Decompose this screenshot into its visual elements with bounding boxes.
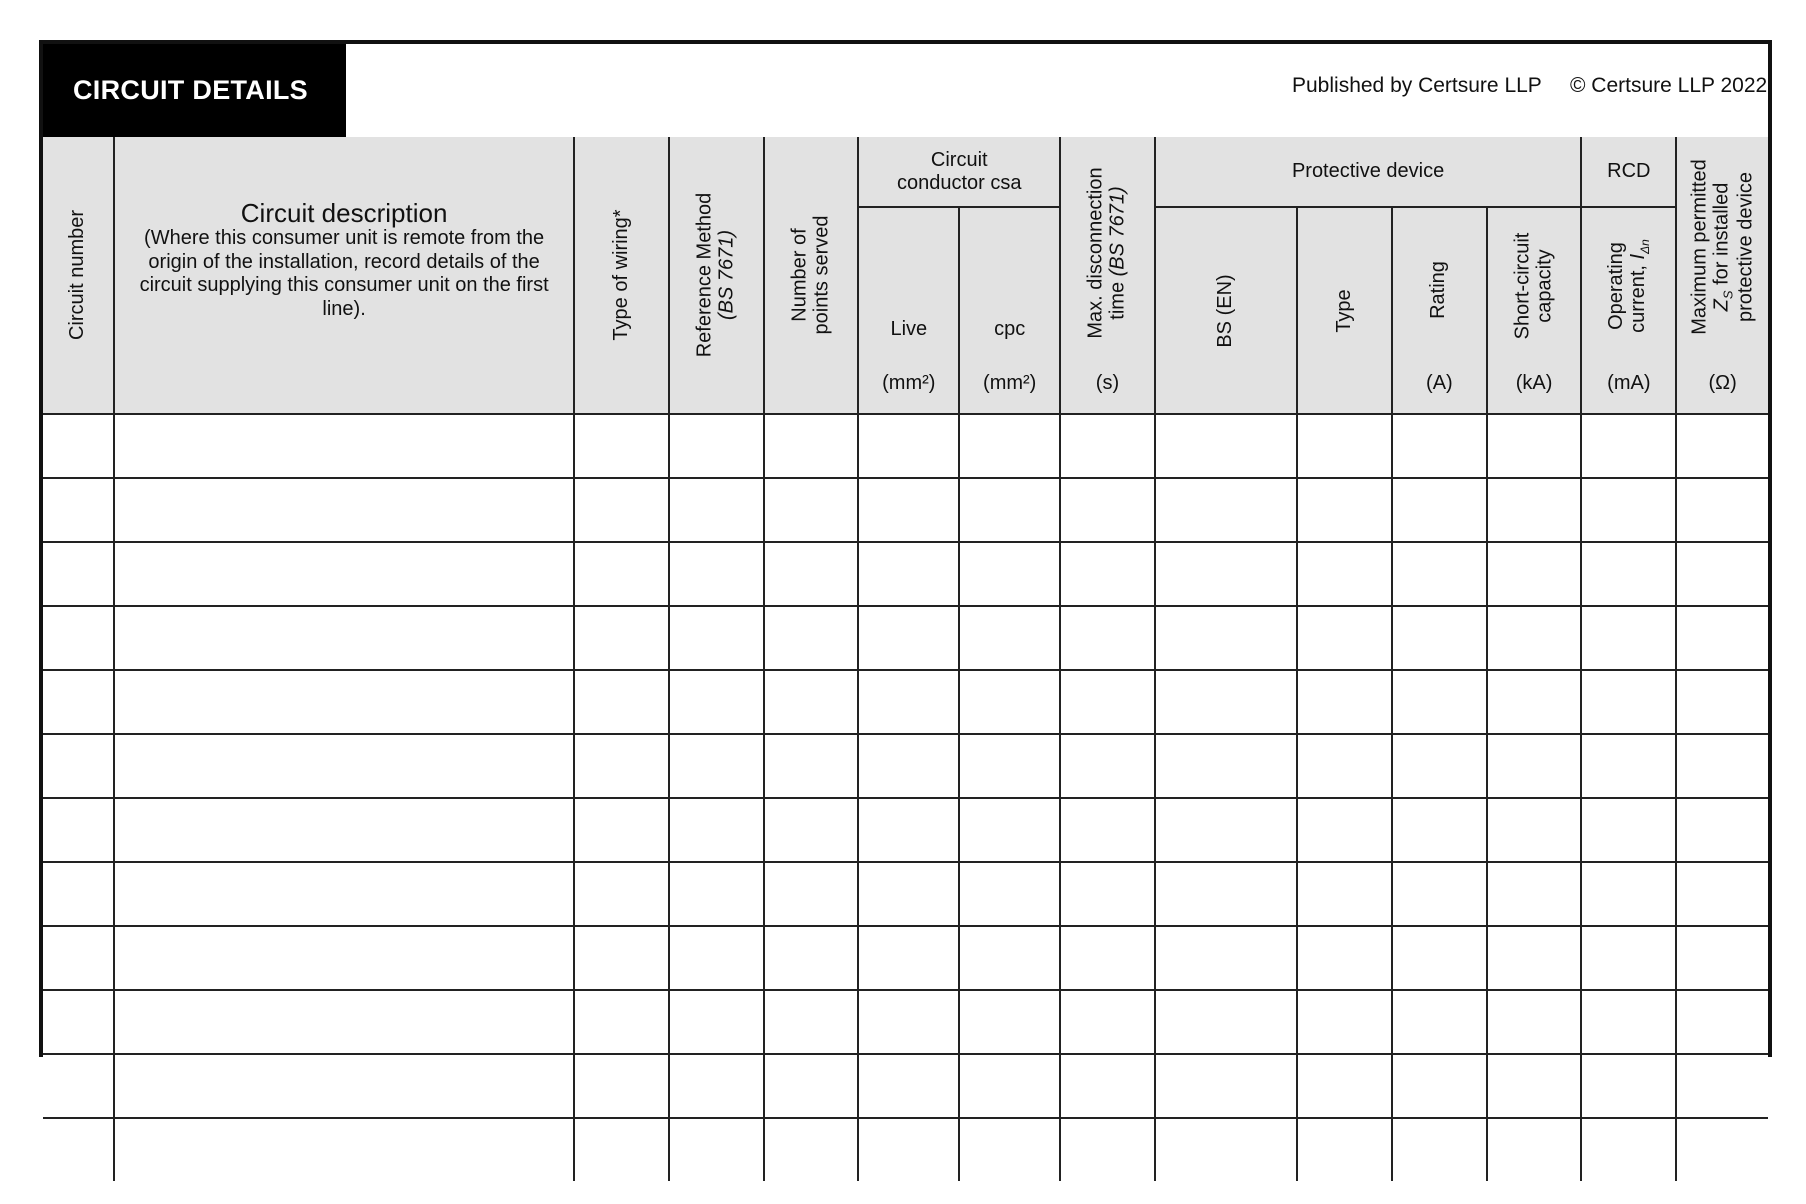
circuit-table (43, 137, 1768, 1181)
cell-max-zs[interactable] (1676, 734, 1768, 798)
cell-live-csa[interactable] (858, 542, 959, 606)
cell-circuit-description[interactable] (114, 862, 575, 926)
cell-rating[interactable] (1392, 862, 1487, 926)
header-conductor-csa: Circuit conductor csa (858, 137, 1060, 207)
header-max-zs: Maximum permitted $Z_S$ for installed protective device (Ω) (1676, 137, 1768, 414)
cell-max-disconnection[interactable] (1060, 1054, 1155, 1118)
cell-bs-en[interactable] (1155, 734, 1298, 798)
cell-rating[interactable] (1392, 1054, 1487, 1118)
cell-circuit-description[interactable] (114, 478, 575, 542)
cell-max-zs[interactable] (1676, 542, 1768, 606)
cell-reference-method[interactable] (669, 606, 764, 670)
cell-bs-en[interactable] (1155, 414, 1298, 478)
cell-type-of-wiring[interactable] (574, 1118, 669, 1181)
header-type-of-wiring: Type of wiring* (574, 137, 669, 414)
cell-points-served[interactable] (764, 606, 859, 670)
cell-points-served[interactable] (764, 862, 859, 926)
table-row (43, 670, 1768, 734)
description-title: Circuit description (240, 197, 448, 228)
cell-type-of-wiring[interactable] (574, 414, 669, 478)
cell-max-zs[interactable] (1676, 478, 1768, 542)
cell-circuit-number[interactable] (43, 478, 114, 542)
cell-max-disconnection[interactable] (1060, 862, 1155, 926)
header-live: Live (mm²) (858, 207, 959, 414)
cell-live-csa[interactable] (858, 670, 959, 734)
cell-short-circuit[interactable] (1487, 670, 1582, 734)
cell-short-circuit[interactable] (1487, 926, 1582, 990)
header-protective-device: Protective device (1155, 137, 1582, 207)
cell-max-zs[interactable] (1676, 990, 1768, 1054)
header-rcd: RCD (1581, 137, 1676, 207)
cell-rcd-operating[interactable] (1581, 1054, 1676, 1118)
cell-device-type[interactable] (1297, 1118, 1392, 1181)
cell-type-of-wiring[interactable] (574, 606, 669, 670)
cell-rating[interactable] (1392, 798, 1487, 862)
cell-circuit-description[interactable] (114, 734, 575, 798)
cell-circuit-number[interactable] (43, 1054, 114, 1118)
header-type: Type (1297, 207, 1392, 414)
cell-circuit-number[interactable] (43, 734, 114, 798)
cell-live-csa[interactable] (858, 606, 959, 670)
cell-type-of-wiring[interactable] (574, 862, 669, 926)
cell-max-disconnection[interactable] (1060, 606, 1155, 670)
cell-circuit-number[interactable] (43, 606, 114, 670)
cell-rating[interactable] (1392, 990, 1487, 1054)
cell-circuit-number[interactable] (43, 1118, 114, 1181)
cell-short-circuit[interactable] (1487, 990, 1582, 1054)
table-row (43, 606, 1768, 670)
cell-rcd-operating[interactable] (1581, 798, 1676, 862)
cell-circuit-description[interactable] (114, 990, 575, 1054)
cell-cpc-csa[interactable] (959, 478, 1060, 542)
cell-cpc-csa[interactable] (959, 862, 1060, 926)
publisher-text: Published by Certsure LLP (1292, 74, 1542, 97)
cell-reference-method[interactable] (669, 734, 764, 798)
cell-reference-method[interactable] (669, 1054, 764, 1118)
table-row (43, 414, 1768, 478)
header-reference-method: Reference Method (BS 7671) (669, 137, 764, 414)
cell-points-served[interactable] (764, 734, 859, 798)
cell-live-csa[interactable] (858, 1054, 959, 1118)
cell-short-circuit[interactable] (1487, 1118, 1582, 1181)
cell-type-of-wiring[interactable] (574, 926, 669, 990)
cell-bs-en[interactable] (1155, 926, 1298, 990)
table-row (43, 734, 1768, 798)
cell-circuit-description[interactable] (114, 670, 575, 734)
cell-cpc-csa[interactable] (959, 1118, 1060, 1181)
cell-device-type[interactable] (1297, 414, 1392, 478)
cell-circuit-number[interactable] (43, 414, 114, 478)
cell-rating[interactable] (1392, 414, 1487, 478)
cell-max-disconnection[interactable] (1060, 734, 1155, 798)
cell-bs-en[interactable] (1155, 862, 1298, 926)
cell-device-type[interactable] (1297, 670, 1392, 734)
table-row (43, 1054, 1768, 1118)
cell-cpc-csa[interactable] (959, 606, 1060, 670)
cell-short-circuit[interactable] (1487, 542, 1582, 606)
cell-rating[interactable] (1392, 478, 1487, 542)
cell-type-of-wiring[interactable] (574, 542, 669, 606)
cell-live-csa[interactable] (858, 414, 959, 478)
cell-circuit-number[interactable] (43, 862, 114, 926)
cell-rating[interactable] (1392, 606, 1487, 670)
cell-short-circuit[interactable] (1487, 478, 1582, 542)
cell-live-csa[interactable] (858, 990, 959, 1054)
cell-reference-method[interactable] (669, 414, 764, 478)
cell-max-disconnection[interactable] (1060, 542, 1155, 606)
cell-points-served[interactable] (764, 798, 859, 862)
cell-rcd-operating[interactable] (1581, 606, 1676, 670)
cell-rating[interactable] (1392, 926, 1487, 990)
table-row (43, 542, 1768, 606)
cell-device-type[interactable] (1297, 606, 1392, 670)
cell-reference-method[interactable] (669, 862, 764, 926)
table-row (43, 798, 1768, 862)
cell-max-disconnection[interactable] (1060, 990, 1155, 1054)
table-row (43, 478, 1768, 542)
circuit-details-form (39, 40, 1772, 1057)
form-title: CIRCUIT DETAILS (43, 44, 346, 137)
cell-max-zs[interactable] (1676, 1054, 1768, 1118)
cell-cpc-csa[interactable] (959, 926, 1060, 990)
cell-reference-method[interactable] (669, 798, 764, 862)
header-max-disconnection: Max. disconnection time (BS 7671) (s) (1060, 137, 1155, 414)
cell-rcd-operating[interactable] (1581, 670, 1676, 734)
cell-points-served[interactable] (764, 1054, 859, 1118)
header-short-circuit: Short-circuit capacity (kA) (1487, 207, 1582, 414)
cell-max-zs[interactable] (1676, 798, 1768, 862)
cell-rcd-operating[interactable] (1581, 542, 1676, 606)
cell-bs-en[interactable] (1155, 798, 1298, 862)
cell-max-disconnection[interactable] (1060, 798, 1155, 862)
cell-circuit-number[interactable] (43, 798, 114, 862)
cell-device-type[interactable] (1297, 1054, 1392, 1118)
cell-points-served[interactable] (764, 478, 859, 542)
cell-short-circuit[interactable] (1487, 798, 1582, 862)
cell-max-zs[interactable] (1676, 862, 1768, 926)
cell-max-zs[interactable] (1676, 414, 1768, 478)
cell-rating[interactable] (1392, 542, 1487, 606)
cell-live-csa[interactable] (858, 478, 959, 542)
cell-max-disconnection[interactable] (1060, 926, 1155, 990)
cell-type-of-wiring[interactable] (574, 734, 669, 798)
cell-bs-en[interactable] (1155, 606, 1298, 670)
table-row (43, 1118, 1768, 1181)
cell-cpc-csa[interactable] (959, 798, 1060, 862)
cell-circuit-description[interactable] (114, 926, 575, 990)
cell-device-type[interactable] (1297, 478, 1392, 542)
cell-bs-en[interactable] (1155, 1054, 1298, 1118)
cell-rcd-operating[interactable] (1581, 734, 1676, 798)
cell-reference-method[interactable] (669, 1118, 764, 1181)
header-circuit-number: Circuit number (43, 137, 114, 414)
cell-circuit-description[interactable] (114, 1054, 575, 1118)
cell-reference-method[interactable] (669, 478, 764, 542)
cell-rcd-operating[interactable] (1581, 414, 1676, 478)
cell-cpc-csa[interactable] (959, 990, 1060, 1054)
header-rating: Rating (A) (1392, 207, 1487, 414)
cell-device-type[interactable] (1297, 798, 1392, 862)
table-row (43, 990, 1768, 1054)
cell-type-of-wiring[interactable] (574, 670, 669, 734)
cell-rating[interactable] (1392, 1118, 1487, 1181)
cell-device-type[interactable] (1297, 990, 1392, 1054)
cell-device-type[interactable] (1297, 926, 1392, 990)
cell-circuit-number[interactable] (43, 542, 114, 606)
cell-reference-method[interactable] (669, 670, 764, 734)
cell-cpc-csa[interactable] (959, 542, 1060, 606)
cell-bs-en[interactable] (1155, 990, 1298, 1054)
cell-short-circuit[interactable] (1487, 606, 1582, 670)
cell-rcd-operating[interactable] (1581, 1118, 1676, 1181)
cell-rating[interactable] (1392, 670, 1487, 734)
cell-circuit-description[interactable] (114, 606, 575, 670)
cell-device-type[interactable] (1297, 542, 1392, 606)
cell-bs-en[interactable] (1155, 670, 1298, 734)
cell-points-served[interactable] (764, 926, 859, 990)
cell-short-circuit[interactable] (1487, 734, 1582, 798)
cell-points-served[interactable] (764, 1118, 859, 1181)
cell-circuit-number[interactable] (43, 926, 114, 990)
cell-bs-en[interactable] (1155, 478, 1298, 542)
cell-cpc-csa[interactable] (959, 734, 1060, 798)
cell-live-csa[interactable] (858, 798, 959, 862)
header-points-served: Number of points served (764, 137, 859, 414)
cell-circuit-number[interactable] (43, 670, 114, 734)
copyright-text: © Certsure LLP 2022 (1570, 74, 1768, 97)
cell-type-of-wiring[interactable] (574, 798, 669, 862)
cell-reference-method[interactable] (669, 926, 764, 990)
cell-circuit-description[interactable] (114, 414, 575, 478)
cell-rcd-operating[interactable] (1581, 990, 1676, 1054)
cell-device-type[interactable] (1297, 734, 1392, 798)
cell-cpc-csa[interactable] (959, 670, 1060, 734)
cell-device-type[interactable] (1297, 862, 1392, 926)
cell-max-zs[interactable] (1676, 670, 1768, 734)
cell-rcd-operating[interactable] (1581, 862, 1676, 926)
cell-max-zs[interactable] (1676, 926, 1768, 990)
cell-short-circuit[interactable] (1487, 862, 1582, 926)
cell-max-disconnection[interactable] (1060, 1118, 1155, 1181)
cell-rcd-operating[interactable] (1581, 926, 1676, 990)
cell-circuit-description[interactable] (114, 1118, 575, 1181)
cell-rcd-operating[interactable] (1581, 478, 1676, 542)
cell-live-csa[interactable] (858, 1118, 959, 1181)
cell-max-zs[interactable] (1676, 606, 1768, 670)
cell-cpc-csa[interactable] (959, 1054, 1060, 1118)
cell-reference-method[interactable] (669, 990, 764, 1054)
header-bs-en: BS (EN) (1155, 207, 1298, 414)
cell-rating[interactable] (1392, 734, 1487, 798)
form-header (43, 44, 1768, 140)
cell-bs-en[interactable] (1155, 542, 1298, 606)
table-row (43, 862, 1768, 926)
cell-max-disconnection[interactable] (1060, 670, 1155, 734)
cell-live-csa[interactable] (858, 734, 959, 798)
header-circuit-description (114, 137, 575, 414)
cell-points-served[interactable] (764, 990, 859, 1054)
cell-cpc-csa[interactable] (959, 414, 1060, 478)
cell-points-served[interactable] (764, 670, 859, 734)
cell-max-disconnection[interactable] (1060, 478, 1155, 542)
cell-type-of-wiring[interactable] (574, 990, 669, 1054)
cell-short-circuit[interactable] (1487, 414, 1582, 478)
cell-circuit-description[interactable] (114, 542, 575, 606)
cell-points-served[interactable] (764, 542, 859, 606)
circuit-rows (43, 414, 1768, 1181)
cell-type-of-wiring[interactable] (574, 1054, 669, 1118)
cell-live-csa[interactable] (858, 926, 959, 990)
description-note: (Where this consumer unit is remote from the origin of the installation, record details of the circuit supplying this consumer unit on the first line). (139, 227, 549, 320)
cell-reference-method[interactable] (669, 542, 764, 606)
header-cpc: cpc (mm²) (959, 207, 1060, 414)
cell-circuit-description[interactable] (114, 798, 575, 862)
cell-bs-en[interactable] (1155, 1118, 1298, 1181)
table-row (43, 926, 1768, 990)
cell-max-disconnection[interactable] (1060, 414, 1155, 478)
cell-points-served[interactable] (764, 414, 859, 478)
cell-live-csa[interactable] (858, 862, 959, 926)
cell-type-of-wiring[interactable] (574, 478, 669, 542)
cell-short-circuit[interactable] (1487, 1054, 1582, 1118)
cell-circuit-number[interactable] (43, 990, 114, 1054)
header-operating-current: Operating current, $I_{\Delta n}$ (mA) (1581, 207, 1676, 414)
cell-max-zs[interactable] (1676, 1118, 1768, 1181)
